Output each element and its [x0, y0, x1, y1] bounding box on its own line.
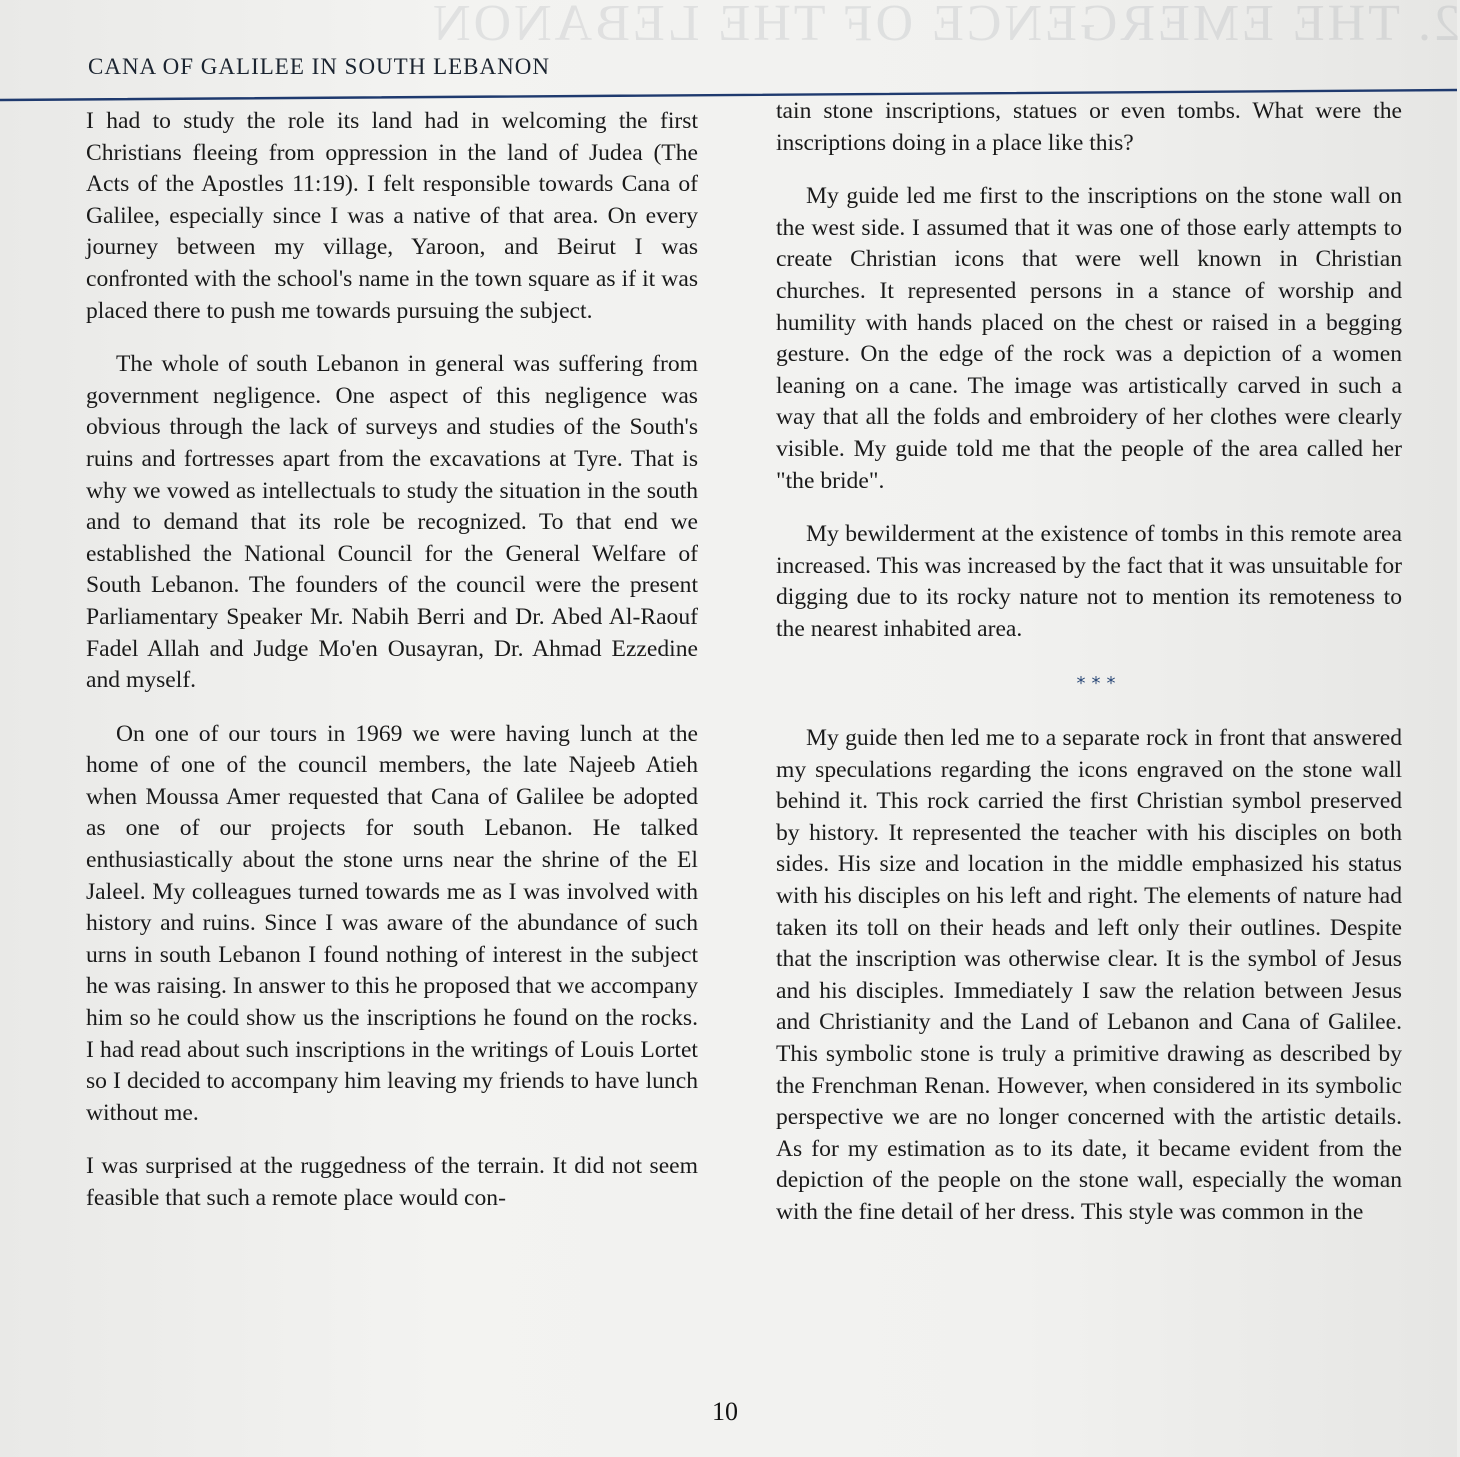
right-column [776, 96, 1402, 1251]
paragraph: On one of our tours in 1969 we were having lunch at the home of one of the council members, the late Najeeb Atieh when Moussa Amer requested that Cana of Galilee be adopted as one of our projects for south Lebanon. He talked enthusiastically about the stone urns near the shrine of the El Jaleel. My colleagues turned towards me as I was involved with history and ruins. Since I was aware of the abundance of such urns in south Lebanon I found nothing of interest in the subject he was raising. In answer to this he proposed that we accompany him so he could show us the inscriptions he found on the rocks. I had read about such inscriptions in the writings of Louis Lortet so I decided to accompany him leaving my friends to have lunch without me. [86, 720, 698, 1126]
paragraph: My guide then led me to a separate rock in front that answered my speculations regarding the icons engraved on the stone wall behind it. This rock carried the first Christian symbol preserved by history. It represented the teacher with his disciples on both sides. His size and location in the middle emphasized his status with his disciples on his left and right. The elements of nature had taken its toll on their heads and left only their outlines. Despite that the inscription was otherwise clear. It is the symbol of Jesus and his disciples. Immediately I saw the relation between Jesus and Christianity and the Land of Lebanon and Cana of Galilee. This symbolic stone is truly a primitive drawing as described by the Frenchman Renan. However, when considered in its symbolic perspective we are no longer concerned with the artistic details. As for my estimation as to its date, it became evident from the depiction of the people on the stone wall, especially the woman with the fine detail of her dress. This style was common in the [776, 725, 1402, 1225]
paragraph: The whole of south Lebanon in general was suffering from government negligence. One aspect of this negligence was obvious through the lack of surveys and studies of the South's ruins and fortresses apart from the excavations at Tyre. That is why we vowed as intellectuals to study the situation in the south and to demand that its role be recognized. To that end we established the National Council for the General Welfare of South Lebanon. The founders of the council were the present Parliamentary Speaker Mr. Nabih Berri and Dr. Abed Al-Raouf Fadel Allah and Judge Mo'en Ousayran, Dr. Ahmad Ezzedine and myself. [86, 351, 698, 694]
paragraph: tain stone inscriptions, statues or even tombs. What were the inscriptions doing in a place like this? [776, 98, 1402, 156]
paragraph: My guide led me first to the inscriptions on the stone wall on the west side. I assumed that it was one of those early attempts to create Christian icons that were well known in Christian churches. It represented persons in a stance of worship and humility with hands placed on the chest or raised in a begging gesture. On the edge of the rock was a depiction of a women leaning on a cane. The image was artistically carved in such a way that all the folds and embroidery of her clothes were clearly visible. My guide told me that the people of the area called her "the bride". [776, 183, 1402, 494]
paragraph: My bewilderment at the existence of tombs in this remote area increased. This was increased by the fact that it was unsuitable for digging due to its rocky nature not to mention its remoteness to the nearest inhabited area. [776, 521, 1402, 642]
bleed-through-heading: 2. THE EMERGENCE OF THE LEBANON [430, 0, 1460, 52]
paragraph: I was surprised at the ruggedness of the terrain. It did not seem feasible that such a remote place would con- [86, 1153, 698, 1211]
running-head: CANA OF GALILEE IN SOUTH LEBANON [88, 54, 550, 79]
left-column [86, 106, 698, 1237]
section-break-stars: *** [1076, 672, 1122, 694]
page-number: 10 [712, 1397, 738, 1426]
paragraph: I had to study the role its land had in welcoming the first Christians fleeing from oppression in the land of Judea (The Acts of the Apostles 11:19). I felt responsible towards Cana of Galilee, especially since I was a native of that area. On every journey between my village, Yaroon, and Beirut I was confronted with the school's name in the town square as if it was placed there to push me towards pursuing the subject. [86, 108, 698, 324]
